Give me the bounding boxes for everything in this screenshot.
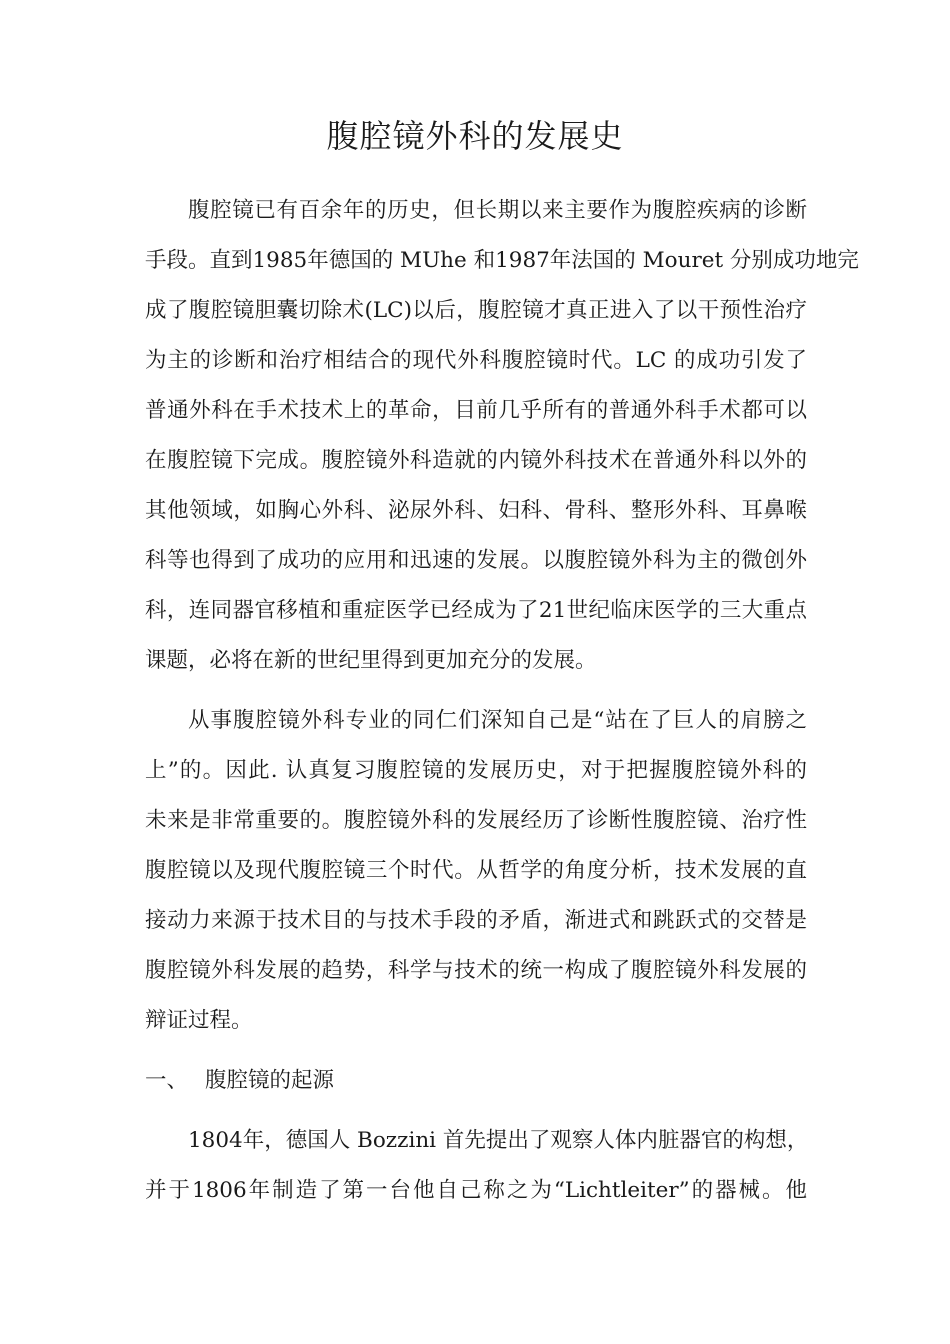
paragraph-1-line-3: 成了腹腔镜胆囊切除术(LC)以后，腹腔镜才真正进入了以干预性治疗 bbox=[145, 298, 807, 323]
paragraph-1-line-7: 其他领域，如胸心外科、泌尿外科、妇科、骨科、整形外科、耳鼻喉 bbox=[145, 498, 807, 523]
paragraph-1-line-2: 手段。直到1985年德国的 MUhe 和1987年法国的 Mouret 分别成功地完 bbox=[145, 248, 859, 273]
paragraph-1-line-8: 科等也得到了成功的应用和迅速的发展。以腹腔镜外科为主的微创外 bbox=[145, 548, 807, 573]
paragraph-1-line-4: 为主的诊断和治疗相结合的现代外科腹腔镜时代。LC 的成功引发了 bbox=[145, 348, 807, 373]
paragraph-1-line-6: 在腹腔镜下完成。腹腔镜外科造就的内镜外科技术在普通外科以外的 bbox=[145, 448, 807, 473]
paragraph-1-line-1: 腹腔镜已有百余年的历史，但长期以来主要作为腹腔疾病的诊断 bbox=[188, 198, 807, 223]
document-title: 腹腔镜外科的发展史 bbox=[326, 117, 624, 155]
section-paragraph-line-2: 并于1806年制造了第一台他自己称之为“Lichtleiter”的器械。他 bbox=[145, 1178, 807, 1203]
paragraph-1-line-10: 课题，必将在新的世纪里得到更加充分的发展。 bbox=[145, 648, 597, 673]
paragraph-2-line-4: 腹腔镜以及现代腹腔镜三个时代。从哲学的角度分析，技术发展的直 bbox=[145, 858, 807, 883]
paragraph-1-line-5: 普通外科在手术技术上的革命，目前几乎所有的普通外科手术都可以 bbox=[145, 398, 807, 423]
paragraph-2-line-2: 上”的。因此. 认真复习腹腔镜的发展历史，对于把握腹腔镜外科的 bbox=[145, 758, 807, 783]
section-heading bbox=[145, 1066, 334, 1096]
paragraph-2-line-3: 未来是非常重要的。腹腔镜外科的发展经历了诊断性腹腔镜、治疗性 bbox=[145, 808, 807, 833]
section-paragraph-line-1: 1804年，德国人 Bozzini 首先提出了观察人体内脏器官的构想， bbox=[188, 1128, 809, 1153]
paragraph-2-line-6: 腹腔镜外科发展的趋势，科学与技术的统一构成了腹腔镜外科发展的 bbox=[145, 958, 807, 983]
paragraph-2-line-1: 从事腹腔镜外科专业的同仁们深知自己是“站在了巨人的肩膀之 bbox=[188, 708, 807, 733]
paragraph-2-line-7: 辩证过程。 bbox=[145, 1008, 253, 1033]
paragraph-2-line-5: 接动力来源于技术目的与技术手段的矛盾，渐进式和跳跃式的交替是 bbox=[145, 908, 807, 933]
section-heading-text: 腹腔镜的起源 bbox=[205, 1068, 335, 1093]
paragraph-1-line-9: 科，连同器官移植和重症医学已经成为了21世纪临床医学的三大重点 bbox=[145, 598, 807, 623]
section-number: 一、 bbox=[145, 1068, 189, 1093]
